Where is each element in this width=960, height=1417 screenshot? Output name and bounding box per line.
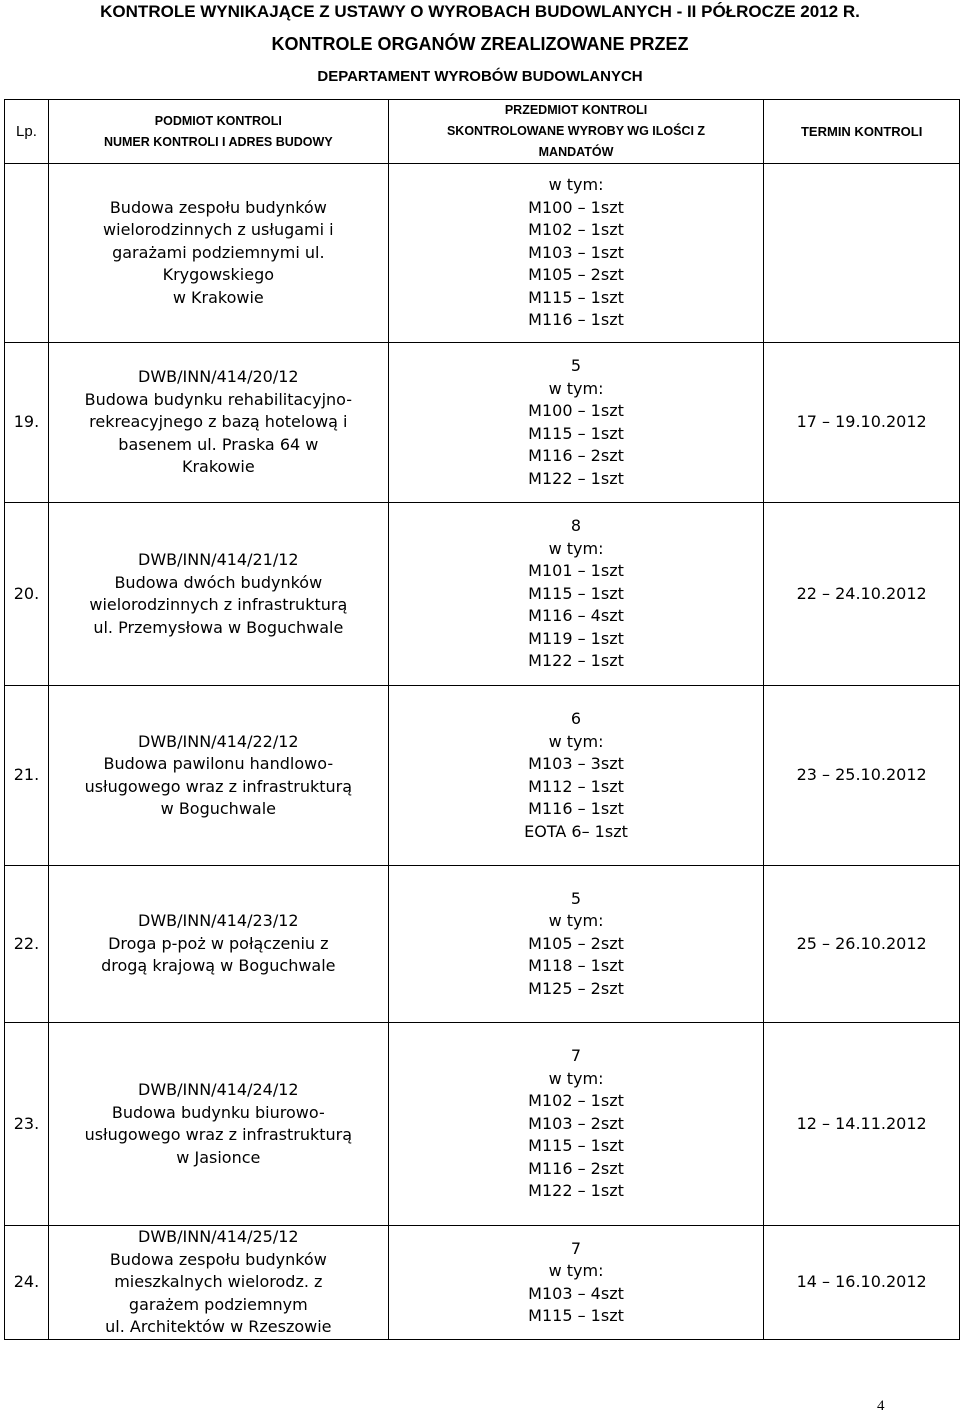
row-term: 23 – 25.10.2012 <box>764 686 960 866</box>
product-line: 6 <box>570 709 582 728</box>
subject-line: Droga p-poż w połączeniu z <box>108 933 329 953</box>
subject-line: garażem podziemnym <box>128 1294 308 1314</box>
header-object-line3: MANDATÓW <box>538 145 614 159</box>
product-line: M122 – 1szt <box>528 651 624 671</box>
table-row <box>5 1226 960 1340</box>
product-line: M116 – 1szt <box>528 799 624 818</box>
row-subject <box>48 503 388 686</box>
row-lp: 23. <box>5 1023 49 1226</box>
table-body <box>5 164 960 1340</box>
subject-line: DWB/INN/414/24/12 <box>138 1080 299 1099</box>
document-subtitle: KONTROLE ORGANÓW ZREALIZOWANE PRZEZ <box>271 34 689 54</box>
product-line: M100 – 1szt <box>528 197 624 217</box>
table-row <box>5 343 960 503</box>
row-lp: 19. <box>5 343 49 503</box>
row-products <box>388 343 764 503</box>
table-header-row <box>5 100 960 164</box>
row-products <box>388 1023 764 1226</box>
product-line: M103 – 2szt <box>528 1113 624 1133</box>
product-line: M101 – 1szt <box>528 561 624 581</box>
row-lp: 20. <box>5 503 49 686</box>
subject-line: Budowa zespołu budynków <box>109 197 327 217</box>
row-products <box>388 503 764 686</box>
product-line: M115 – 1szt <box>528 1306 624 1325</box>
row-term <box>764 164 960 343</box>
product-line: M103 – 4szt <box>528 1283 624 1303</box>
subject-line: Budowa pawilonu handlowo- <box>103 754 334 773</box>
product-line: 7 <box>570 1046 582 1066</box>
row-term: 22 – 24.10.2012 <box>764 503 960 686</box>
product-line: w tym: <box>548 1261 604 1280</box>
subject-line: w Jasionce <box>176 1147 261 1167</box>
header-object-line1: PRZEDMIOT KONTROLI <box>504 103 648 117</box>
product-line: M115 – 1szt <box>528 1136 624 1156</box>
subject-line: usługowego wraz z infrastrukturą <box>84 1125 353 1144</box>
subject-line: drogą krajową w Boguchwale <box>101 956 336 976</box>
product-line: w tym: <box>548 911 604 931</box>
subject-line: mieszkalnych wielorodz. z <box>114 1272 323 1292</box>
product-line: M116 – 2szt <box>528 1158 624 1178</box>
product-line: w tym: <box>548 378 604 398</box>
row-lp: 21. <box>5 686 49 866</box>
product-line: M103 – 3szt <box>528 754 624 773</box>
table-row <box>5 1023 960 1226</box>
product-line: w tym: <box>548 538 604 558</box>
row-lp: 24. <box>5 1226 49 1340</box>
product-line: M105 – 2szt <box>528 933 624 953</box>
table-row <box>5 866 960 1023</box>
subject-line: DWB/INN/414/20/12 <box>138 367 299 387</box>
product-line: M119 – 1szt <box>528 628 624 648</box>
header-lp: Lp. <box>5 100 49 164</box>
row-products <box>388 1226 764 1340</box>
row-subject <box>48 343 388 503</box>
product-line: M105 – 2szt <box>528 265 624 285</box>
product-line: M112 – 1szt <box>528 776 624 796</box>
subject-line: Budowa dwóch budynków <box>114 572 323 592</box>
subject-line: DWB/INN/414/23/12 <box>138 911 299 931</box>
row-subject <box>48 164 388 343</box>
row-term: 25 – 26.10.2012 <box>764 866 960 1023</box>
product-line: M115 – 1szt <box>528 583 624 603</box>
row-subject <box>48 1226 388 1340</box>
subject-line: ul. Architektów w Rzeszowie <box>105 1317 332 1337</box>
subject-line: Budowa budynku rehabilitacyjno- <box>84 389 353 409</box>
product-line: M116 – 4szt <box>528 606 624 626</box>
subject-line: w Boguchwale <box>160 799 276 818</box>
page-number: 4 <box>877 1398 885 1414</box>
header-subject-line1: PODMIOT KONTROLI <box>154 113 282 128</box>
row-lp <box>5 164 49 343</box>
header-subject <box>48 100 388 164</box>
product-line: M115 – 1szt <box>528 287 624 307</box>
product-line: 5 <box>570 888 582 908</box>
subject-line: wielorodzinnych z infrastrukturą <box>89 595 348 614</box>
department-name: DEPARTAMENT WYROBÓW BUDOWLANYCH <box>317 68 643 85</box>
row-products <box>388 686 764 866</box>
subject-line: ul. Przemysłowa w Boguchwale <box>93 617 344 637</box>
row-products <box>388 866 764 1023</box>
header-subject-line2: NUMER KONTROLI I ADRES BUDOWY <box>103 134 333 149</box>
product-line: M116 – 1szt <box>528 310 624 330</box>
product-line: M115 – 1szt <box>528 423 624 443</box>
row-term: 17 – 19.10.2012 <box>764 343 960 503</box>
product-line: M125 – 2szt <box>528 978 624 998</box>
product-line: M118 – 1szt <box>528 956 624 976</box>
subject-line: Budowa budynku biurowo- <box>111 1102 325 1122</box>
subject-line: basenem ul. Praska 64 w <box>118 434 319 454</box>
product-line: M102 – 1szt <box>528 220 624 240</box>
product-line: w tym: <box>548 175 604 195</box>
product-line: 7 <box>570 1238 582 1258</box>
subject-line: rekreacyjnego z bazą hotelową i <box>89 412 348 432</box>
header-object <box>388 100 764 164</box>
product-line: w tym: <box>548 1068 604 1088</box>
subject-line: w Krakowie <box>172 287 264 307</box>
row-subject <box>48 686 388 866</box>
subject-line: garażami podziemnymi ul. <box>112 242 325 262</box>
subject-line: DWB/INN/414/21/12 <box>138 550 299 569</box>
row-products <box>388 164 764 343</box>
product-line: M100 – 1szt <box>528 401 624 420</box>
table-row <box>5 164 960 343</box>
table-row <box>5 686 960 866</box>
product-line: 5 <box>570 356 582 375</box>
subject-line: DWB/INN/414/22/12 <box>138 731 299 751</box>
row-term: 14 – 16.10.2012 <box>764 1226 960 1340</box>
product-line: w tym: <box>548 731 604 751</box>
subject-line: usługowego wraz z infrastrukturą <box>84 776 353 796</box>
product-line: M122 – 1szt <box>528 468 624 488</box>
row-lp: 22. <box>5 866 49 1023</box>
subject-line: Krakowie <box>181 457 255 477</box>
subject-line: wielorodzinnych z usługami i <box>103 220 334 240</box>
row-term: 12 – 14.11.2012 <box>764 1023 960 1226</box>
header-term: TERMIN KONTROLI <box>764 100 960 164</box>
header-object-line2: SKONTROLOWANE WYROBY WG ILOŚCI Z <box>446 124 706 138</box>
row-subject <box>48 866 388 1023</box>
subject-line: Budowa zespołu budynków <box>109 1249 327 1269</box>
subject-line: Krygowskiego <box>162 265 275 285</box>
row-subject <box>48 1023 388 1226</box>
controls-table <box>4 99 960 1340</box>
product-line: M102 – 1szt <box>528 1091 624 1111</box>
table-row <box>5 503 960 686</box>
product-line: M122 – 1szt <box>528 1181 624 1201</box>
product-line: EOTA 6– 1szt <box>524 821 628 841</box>
document-title: KONTROLE WYNIKAJĄCE Z USTAWY O WYROBACH BUDOWLANYCH - II PÓŁROCZE 2012 R. <box>100 2 860 21</box>
product-line: M116 – 2szt <box>528 446 624 465</box>
product-line: M103 – 1szt <box>528 242 624 262</box>
product-line: 8 <box>570 516 582 536</box>
subject-line: DWB/INN/414/25/12 <box>138 1227 299 1247</box>
